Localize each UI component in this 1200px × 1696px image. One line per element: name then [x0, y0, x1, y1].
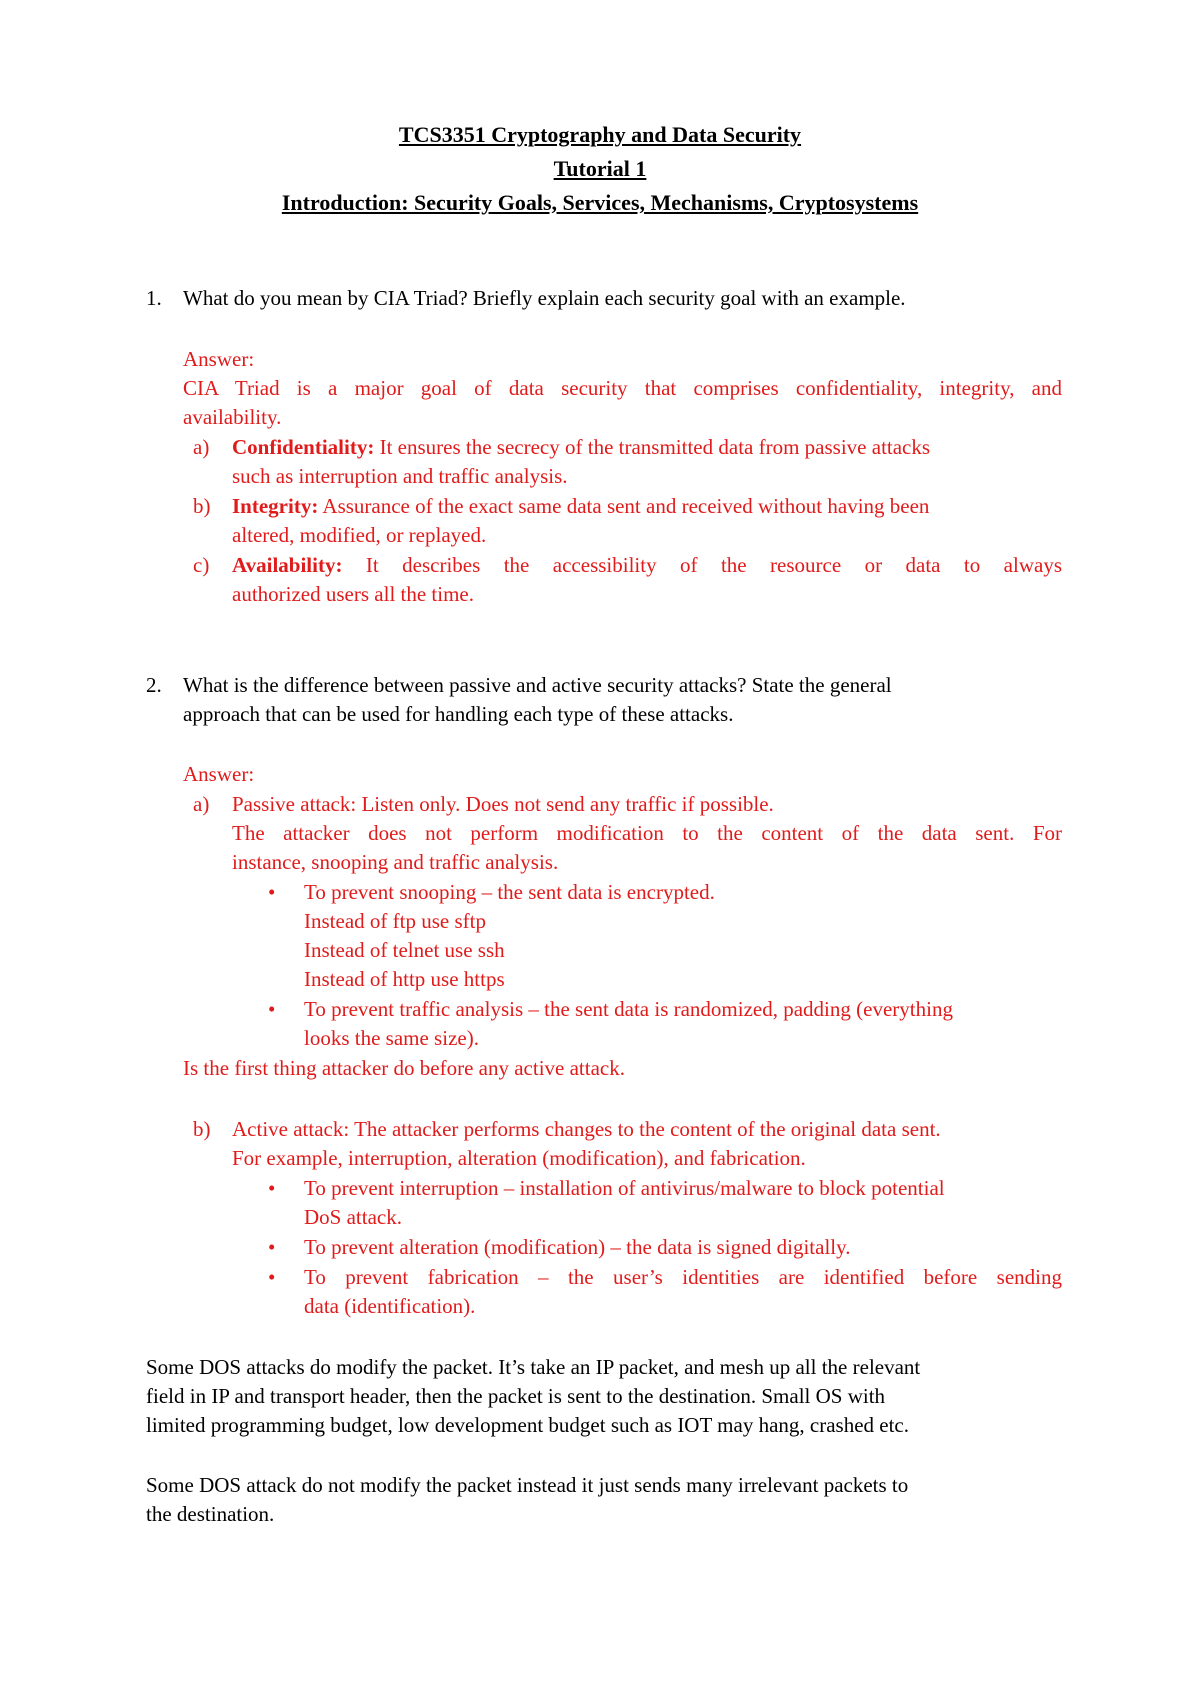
q1-intro-line2: availability.: [183, 405, 282, 429]
q2-question-line2: approach that can be used for handling each type of these attacks.: [183, 702, 734, 726]
document-header: [0, 118, 1200, 220]
q1-question: What do you mean by CIA Triad? Briefly explain each security goal with an example.: [183, 286, 906, 310]
q2-passive-line1: Passive attack: Listen only. Does not send any traffic if possible.: [232, 792, 774, 816]
q2-passive-line3: instance, snooping and traffic analysis.: [232, 850, 559, 874]
notes-para2-line1: Some DOS attack do not modify the packet instead it just sends many irrelevant packets to: [146, 1473, 909, 1497]
q1-term-confidentiality: Confidentiality:: [232, 435, 375, 459]
q2-passive-bullet1-line2: Instead of ftp use sftp: [304, 909, 486, 933]
q2-passive-marker: a): [193, 792, 210, 816]
topic-title: Introduction: Security Goals, Services, Mechanisms, Cryptosystems: [281, 190, 919, 215]
course-title: TCS3351 Cryptography and Data Security: [398, 122, 802, 147]
q1-item-availability: [232, 551, 1062, 580]
q2-active-bullet1-line1: To prevent interruption – installation of antivirus/malware to block potential: [304, 1176, 945, 1200]
q2-passive-bullet1-line1: To prevent snooping – the sent data is encrypted.: [304, 880, 715, 904]
q2-active-bullet1-glyph: •: [268, 1176, 276, 1200]
q2-passive-bullet2-line2: looks the same size).: [304, 1026, 479, 1050]
q2-question-line1: What is the difference between passive and active security attacks? State the general: [183, 673, 892, 697]
q1-item-marker-c: c): [193, 553, 210, 577]
q1-item-c-line2: authorized users all the time.: [232, 582, 475, 606]
q1-item-marker-b: b): [193, 494, 211, 518]
q2-active-bullet3-line2: data (identification).: [304, 1294, 476, 1318]
q2-passive-bullet2-line1: To prevent traffic analysis – the sent data is randomized, padding (everything: [304, 997, 953, 1021]
q2-number: 2.: [146, 673, 162, 697]
notes-para1-line1: Some DOS attacks do modify the packet. It’s take an IP packet, and mesh up all the relevant: [146, 1355, 921, 1379]
q1-item-b-line2: altered, modified, or replayed.: [232, 523, 487, 547]
q2-active-line1: Active attack: The attacker performs changes to the content of the original data sent.: [232, 1117, 941, 1141]
q2-active-bullet2-glyph: •: [268, 1235, 276, 1259]
q1-term-integrity: Integrity:: [232, 494, 319, 518]
tutorial-title: Tutorial 1: [553, 156, 647, 181]
q2-active-line2: For example, interruption, alteration (modification), and fabrication.: [232, 1146, 806, 1170]
q2-passive-bullet2-glyph: •: [268, 997, 276, 1021]
q2-active-bullet1-line2: DoS attack.: [304, 1205, 402, 1229]
q1-item-confidentiality: [232, 433, 930, 462]
q2-passive-bullet1-line3: Instead of telnet use ssh: [304, 938, 505, 962]
q1-item-b-line1: Assurance of the exact same data sent and received without having been: [318, 494, 930, 518]
notes-para1-line3: limited programming budget, low development budget such as IOT may hang, crashed etc.: [146, 1413, 910, 1437]
q2-active-bullet3-glyph: •: [268, 1265, 276, 1289]
q1-item-a-line1: It ensures the secrecy of the transmitted data from passive attacks: [374, 435, 931, 459]
q1-intro-line1: CIA Triad is a major goal of data security that comprises confidentiality, integrity, and: [183, 376, 1062, 400]
q2-active-bullet2-line1: To prevent alteration (modification) – the data is signed digitally.: [304, 1235, 851, 1259]
q2-active-bullet3-line1: To prevent fabrication – the user’s identities are identified before sending: [304, 1265, 1062, 1289]
q1-answer-label: Answer:: [183, 347, 255, 371]
q1-item-integrity: [232, 492, 929, 521]
notes-para1-line2: field in IP and transport header, then the packet is sent to the destination. Small OS with: [146, 1384, 886, 1408]
q2-passive-bullet1-glyph: •: [268, 880, 276, 904]
notes-para2-line2: the destination.: [146, 1502, 275, 1526]
q1-number: 1.: [146, 286, 162, 310]
q2-passive-bullet1-line4: Instead of http use https: [304, 967, 505, 991]
q2-active-marker: b): [193, 1117, 211, 1141]
q2-answer-label: Answer:: [183, 762, 255, 786]
q1-item-c-line1: It describes the accessibility of the resource or data to always: [342, 553, 1062, 577]
q1-item-a-line2: such as interruption and traffic analysis.: [232, 464, 568, 488]
q1-term-availability: Availability:: [232, 553, 343, 577]
q2-passive-note: Is the first thing attacker do before any active attack.: [183, 1056, 625, 1080]
q1-item-marker-a: a): [193, 435, 210, 459]
q2-passive-line2: The attacker does not perform modification to the content of the data sent. For: [232, 821, 1062, 845]
